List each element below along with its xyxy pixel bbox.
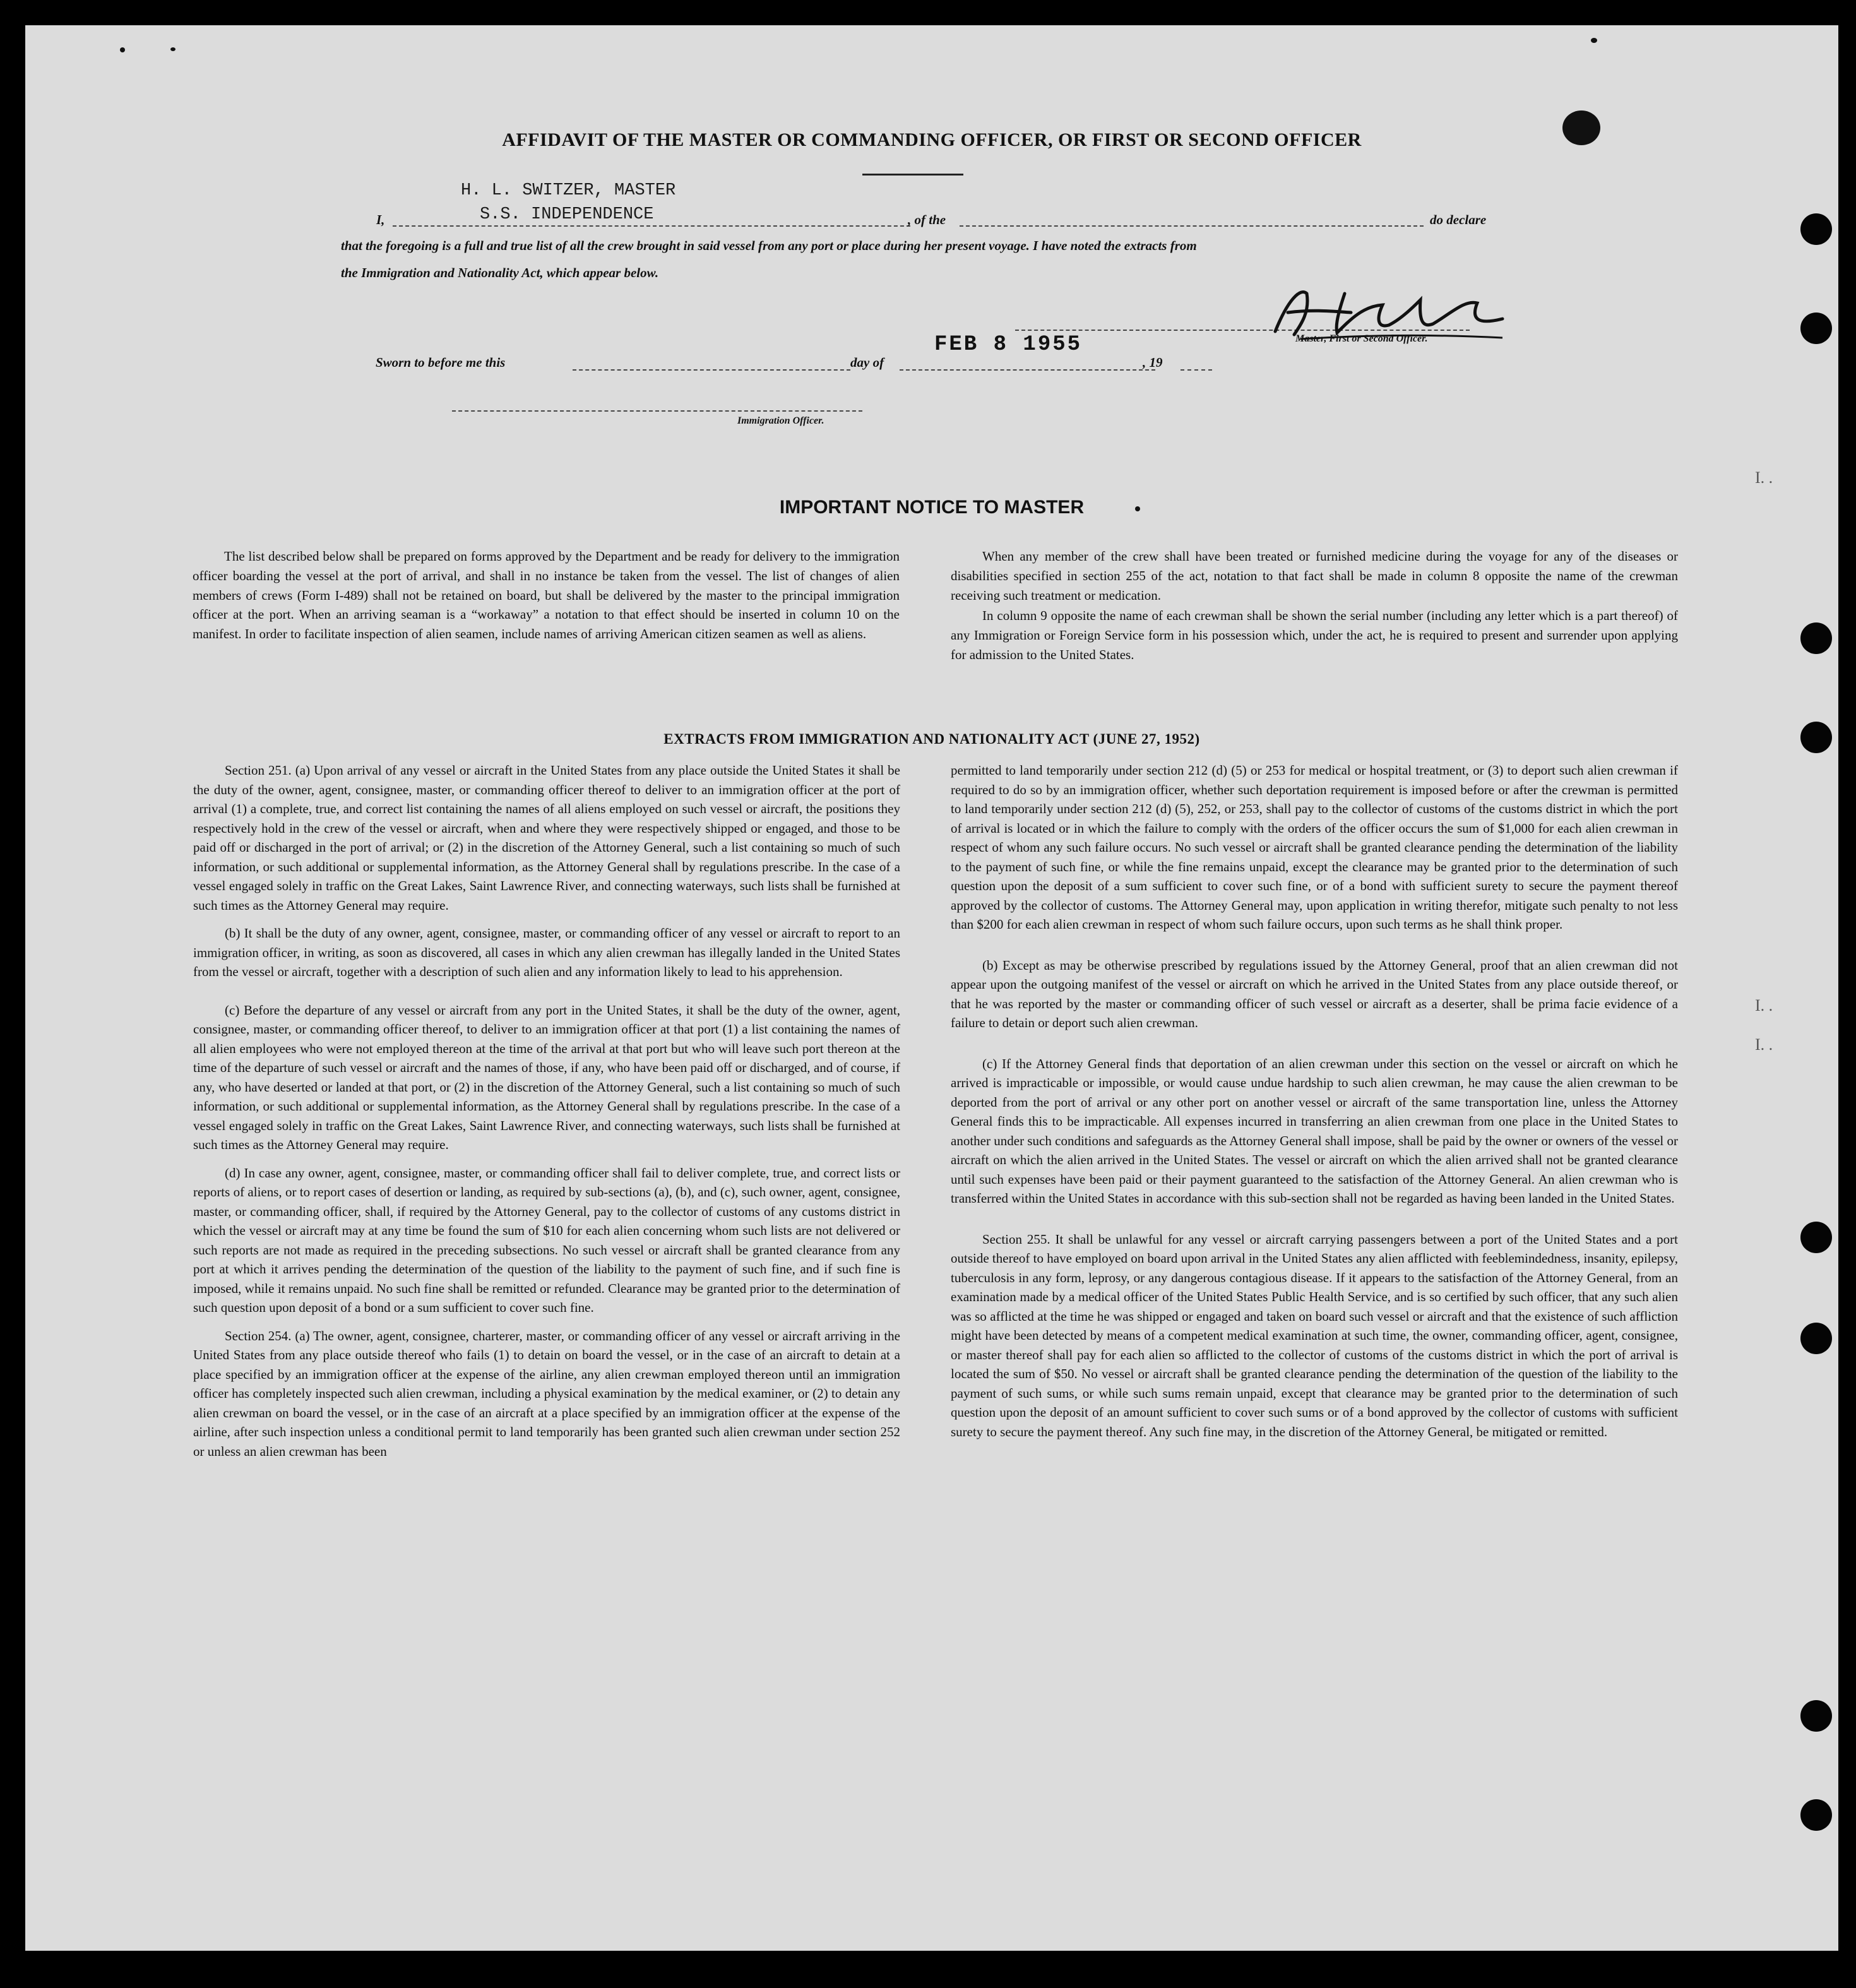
section-254-b: (b) Except as may be otherwise prescribed by regulations issued by the Attorney General, proof that an alien crewman did not appear upon the outgoing manifest of the vessel or aircraft on which he arrived in the United States from any place outside thereof, or that he was reported by the master or commanding officer of such vessel or aircraft as a deserter, shall be prima facie evidence of a failure to detain or deport such alien crewman.: [951, 957, 1678, 1030]
name-blank-line: [393, 225, 910, 227]
declaration-line-1: that the foregoing is a full and true list of all the crew brought in said vessel from any port or place during her present voyage. I have noted the extracts from: [341, 238, 1197, 253]
section-251-b: (b) It shall be the duty of any owner, agent, consignee, master, or commanding officer of any vessel or aircraft to report to an immigration officer, in writing, as soon as discovered, all cases in which any alien crewman has illegally landed in the United States from the vessel or aircraft, together with a description of such alien and any information likely to lead to his apprehension.: [193, 926, 900, 979]
vessel-blank-line: [960, 225, 1424, 227]
section-254-a: Section 254. (a) The owner, agent, consignee, charterer, master, or commanding officer of any vessel or aircraft arriving in the United States from any place outside thereof who fails (1) to detain on board the vessel, or in the case of an aircraft to detain at a place specified by an immigration officer at the expense of the airline, any alien crewman employed thereon until an immigration officer has completely inspected such alien crewman, including a physical examination by the medical examiner, or (2) to detain any alien crewman on board the vessel, or in the case of an aircraft at a place specified by an immigration officer at the expense of the airline, after such inspection unless a conditional permit to land temporarily has been granted such alien crewman under section 252 or unless an alien crewman has been: [193, 1328, 900, 1459]
title-rule: [862, 174, 963, 176]
date-stamp: FEB 8 1955: [934, 333, 1083, 357]
notice-right-column: [951, 547, 1678, 665]
immigration-officer-caption: Immigration Officer.: [737, 415, 824, 426]
sworn-month-line: [900, 369, 1155, 371]
typed-vessel-name: S.S. INDEPENDENCE: [480, 205, 654, 224]
extracts-right-column: [951, 761, 1678, 1441]
section-251-d: (d) In case any owner, agent, consignee, master, or commanding officer shall fail to deliver complete, true, and correct lists or reports of aliens, or to report cases of desertion or landing, as required by sub-sections (a), (b), and (c), such owner, agent, consignee, master, or commanding officer, shall, if required by the Attorney General, pay to the collector of customs of any customs district in which the vessel or aircraft may at any time be found the sum of $10 for each alien concerning whom such lists are not delivered or such reports are not made as required in the preceding subsections. No such vessel or aircraft shall be granted clearance from any port at which it arrives pending the determination of the question of the liability to the payment of such fine, and if such fine is imposed, while it remains unpaid. No such fine shall be remitted or refunded. Clearance may be granted prior to the determination of such question upon deposit of a bond or a sum sufficient to cover such fine.: [193, 1165, 900, 1315]
ink-speck: [1591, 38, 1597, 43]
section-254-c: (c) If the Attorney General finds that deportation of an alien crewman under this section on the vessel or aircraft on which he arrived is impracticable or impossible, or would cause undue hardship to such alien crewman, he may cause the alien crewman to be deported from the port of arrival or any other port on another vessel or aircraft of the same transportation line, unless the Attorney General finds this to be impracticable. All expenses incurred in transferring an alien crewman from one place in the United States to another under such conditions and safeguards as the Attorney General shall impose, shall be paid by the owner or owners of the vessel or aircraft on which the alien arrived in the United States. The vessel or aircraft on which the alien arrived shall not be granted clearance until such expenses have been paid or their payment guaranteed to the satisfaction of the Attorney General. An alien crewman who is transferred within the United States in accordance with this sub-section shall not be regarded as having been landed in the United States.: [951, 1056, 1678, 1206]
punch-hole: [1800, 213, 1832, 245]
day-of-label: day of: [850, 355, 884, 370]
sworn-label: Sworn to before me this: [376, 355, 506, 370]
punch-hole: [1800, 1799, 1832, 1831]
sworn-year-line: [1181, 369, 1212, 371]
punch-hole: [1800, 1700, 1832, 1732]
punch-hole: [1800, 622, 1832, 654]
label-i: I,: [376, 212, 385, 227]
signature-caption: Master, First or Second Officer.: [1295, 333, 1428, 344]
immigration-officer-line: [452, 410, 862, 412]
label-do-declare: do declare: [1430, 212, 1487, 227]
notice-right-paragraph-1: When any member of the crew shall have been treated or furnished medicine during the voyage for any of the diseases or disabilities specified in section 255 of the act, notation to that fact shall be made in column 8 opposite the name of the crewman receiving such treatment or medication.: [951, 549, 1678, 603]
notice-heading: IMPORTANT NOTICE TO MASTER: [779, 497, 1085, 518]
punch-hole: [1800, 1222, 1832, 1253]
extracts-heading: EXTRACTS FROM IMMIGRATION AND NATIONALITY ACT (JUNE 27, 1952): [663, 731, 1200, 747]
margin-mark: I. .: [1755, 996, 1773, 1015]
affidavit-title: AFFIDAVIT OF THE MASTER OR COMMANDING OFFICER, OR FIRST OR SECOND OFFICER: [502, 129, 1362, 150]
label-of-the: , of the: [908, 212, 946, 227]
document-page: [25, 25, 1838, 1951]
margin-mark: I. .: [1755, 1035, 1773, 1054]
notice-right-paragraph-2: In column 9 opposite the name of each crewman shall be shown the serial number (including any letter which is a part thereof) of any Immigration or Foreign Service form in his possession which, under the act, he is required to present and surrender upon applying for admission to the United States.: [951, 608, 1678, 662]
declaration-line-2: the Immigration and Nationality Act, which appear below.: [341, 265, 659, 280]
extracts-left-column: [193, 761, 900, 1461]
punch-hole: [1800, 1323, 1832, 1354]
typed-master-name: H. L. SWITZER, MASTER: [461, 181, 676, 200]
notice-left-column: [193, 547, 900, 644]
notice-left-paragraph: The list described below shall be prepared on forms approved by the Department and be ready for delivery to the immigration officer boarding the vessel at the port of arrival, and shall in no instance be taken from the vessel. The list of changes of alien members of crews (Form I-489) shall not be retained on board, but shall be delivered by the master to the principal immigration officer at the port. When an arriving seaman is a “workaway” a notation to that effect should be inserted in column 10 on the manifest. In order to facilitate inspection of alien seamen, include names of arriving American citizen seamen as well as aliens.: [193, 549, 900, 642]
ink-speck: [170, 47, 175, 51]
section-251-a: Section 251. (a) Upon arrival of any vessel or aircraft in the United States from any place outside the United States it shall be the duty of the owner, agent, consignee, master, or commanding officer thereof to deliver to an immigration officer at the port of arrival (1) a complete, true, and correct list containing the names of all aliens employed on such vessel or aircraft, the positions they respectively hold in the crew of the vessel or aircraft, when and where they were respectively shipped or engaged, and those to be paid off or discharged in the port of arrival; or (2) in the discretion of the Attorney General, such a list containing so much of such information, or such additional or supplemental information, as the Attorney General shall by regulations prescribe. In the case of a vessel engaged solely in traffic on the Great Lakes, Saint Lawrence River, and connecting waterways, such lists shall be furnished at such times as the Attorney General may require.: [193, 763, 900, 913]
section-255: Section 255. It shall be unlawful for any vessel or aircraft carrying passengers between a port of the United States and a port outside thereof to have employed on board upon arrival in the United States any alien afflicted with feeblemindedness, insanity, epilepsy, tuberculosis in any form, leprosy, or any dangerous contagious disease. If it appears to the satisfaction of the Attorney General, from an examination made by a medical officer of the United States Public Health Service, and is so certified by such officer, that any such alien was so afflicted at the time he was shipped or engaged and taken on board such vessel or aircraft and that the existence of such affliction might have been detected by means of a competent medical examination at such time, the owner, commanding officer, agent, consignee, or master thereof shall pay for each alien so afflicted to the collector of customs of the customs district in which the port of arrival is located the sum of $50. No vessel or aircraft shall be granted clearance pending the determination of the question of the liability to the payment of such sums, or while such sums remain unpaid, except that clearance may be granted prior to the determination of such question upon the deposit of an amount sufficient to cover such sums or of a bond approved by the collector of customs with sufficient surety to secure the payment thereof. Any such fine may, in the discretion of the Attorney General, be mitigated or remitted.: [951, 1231, 1678, 1439]
margin-mark: I. .: [1755, 468, 1773, 487]
punch-hole: [1800, 312, 1832, 344]
year-label: , 19: [1143, 355, 1163, 370]
ink-speck: [120, 47, 125, 52]
section-254-a-continued: permitted to land temporarily under section 212 (d) (5) or 253 for medical or hospital treatment, or (3) to deport such alien crewman if required to do so by an immigration officer, whether such deportation requirement is imposed before or after the crewman is permitted to land temporarily under section 212 (d) (5), 252, or 253, shall pay to the collector of customs of the customs district in which the port of arrival is located or in which the failure to comply with the orders of the officer occurs the sum of $1,000 for each alien crewman in respect of whom any such failure occurs. No such vessel or aircraft shall be granted clearance pending the determination of the liability to the payment of such fine, or while the fine remains unpaid, except the clearance may be granted prior to the determination of such question upon the deposit of a sum sufficient to cover such fine, or of a bond with sufficient surety to secure the payment thereof approved by the collector of customs. The Attorney General may, upon application in writing therefor, mitigate such penalty to not less than $200 for each alien crewman in respect of whom such failure occurs, upon such terms as he shall think proper.: [951, 763, 1678, 932]
sworn-day-line: [573, 369, 850, 371]
section-251-c: (c) Before the departure of any vessel or aircraft from any port in the United States, it shall be the duty of the owner, agent, consignee, master, or commanding officer thereof, to deliver to an immigration officer at that port (1) a list containing the names of all alien employees who were not employed thereon at the time of the arrival at that port but who will leave such port thereon at the time of the departure of such vessel or aircraft and the names of those, if any, who have been paid off or discharged, and of course, if any, who have deserted or landed at that port, or (2) in the discretion of the Attorney General, such a list containing so much of such information, or such additional or supplemental information, as the Attorney General shall by regulations prescribe. In the case of a vessel engaged solely in traffic on the Great Lakes, Saint Lawrence River, and connecting waterways, such lists shall be furnished at such times as the Attorney General may require.: [193, 1002, 900, 1152]
